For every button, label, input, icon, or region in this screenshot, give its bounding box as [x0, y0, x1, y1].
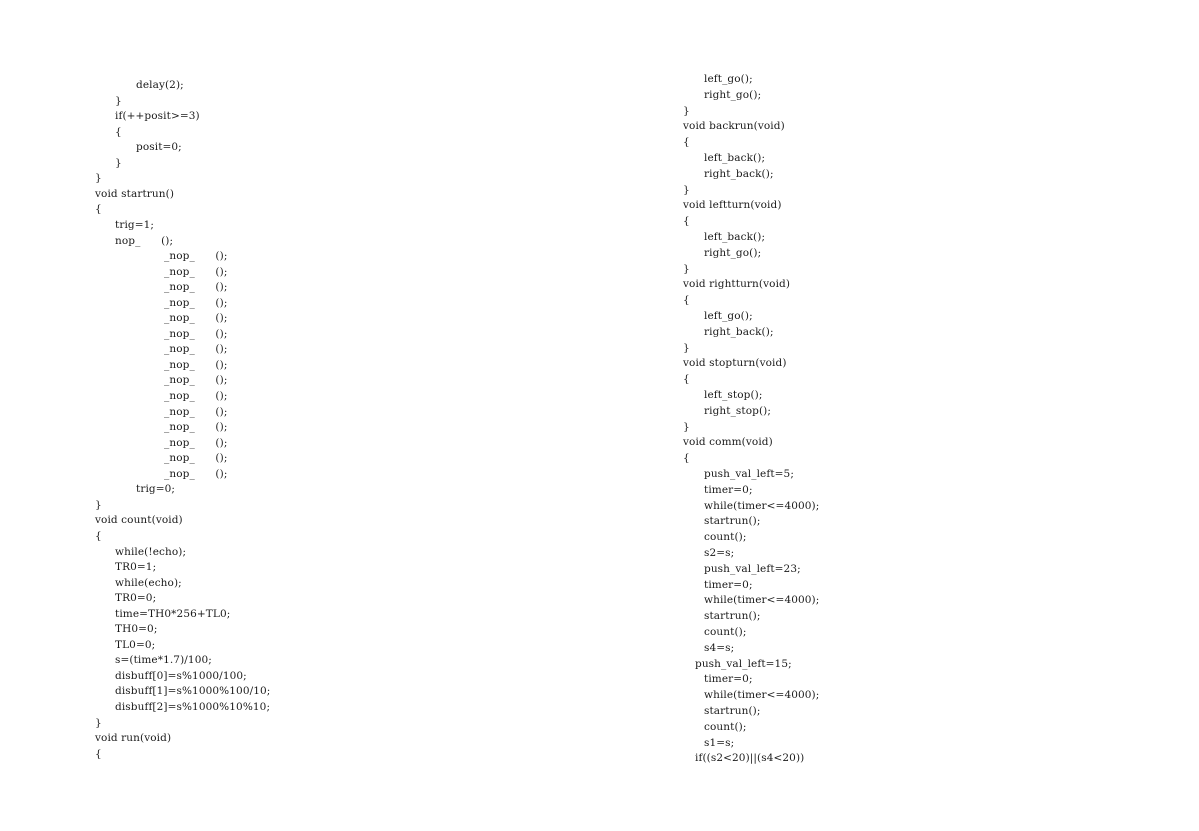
code-line: _nop_ ();: [164, 405, 228, 418]
code-line: timer=0;: [704, 673, 753, 686]
code-line: while(timer<=4000);: [704, 689, 820, 702]
code-line: void leftturn(void): [683, 199, 782, 212]
code-line: push_val_left=5;: [704, 468, 794, 480]
code-line: _nop_ ();: [164, 250, 228, 263]
code-line: _nop_ ();: [164, 327, 228, 340]
code-line: {: [683, 294, 690, 307]
code-line: nop_ ();: [115, 234, 174, 247]
code-line: }: [683, 183, 690, 196]
code-line: {: [95, 203, 102, 216]
code-line: trig=1;: [115, 218, 155, 231]
code-line: posit=0;: [136, 141, 182, 154]
code-line: left_go();: [704, 73, 753, 85]
code-line: startrun();: [704, 515, 761, 528]
code-line: {: [115, 125, 122, 138]
code-line: TR0=1;: [115, 561, 157, 574]
code-line: count();: [704, 720, 747, 733]
code-line: timer=0;: [704, 578, 753, 591]
code-line: void stopturn(void): [683, 357, 787, 370]
code-line: startrun();: [704, 705, 761, 717]
code-line: if((s2<20)||(s4<20)): [695, 752, 805, 765]
code-line: _nop_ ();: [164, 436, 228, 449]
code-line: time=TH0*256+TL0;: [115, 607, 231, 620]
code-line: push_val_left=15;: [695, 657, 792, 670]
code-line: }: [95, 498, 102, 511]
code-line: disbuff[1]=s%1000%100/10;: [115, 685, 271, 698]
code-line: _nop_ ();: [164, 312, 228, 325]
code-line: s1=s;: [704, 736, 735, 749]
code-line: }: [683, 262, 690, 275]
code-line: TL0=0;: [115, 638, 156, 651]
code-line: disbuff[2]=s%1000%10%10;: [115, 701, 271, 713]
code-line: left_back();: [704, 231, 766, 243]
code-line: while(timer<=4000);: [704, 594, 820, 607]
code-line: while(!echo);: [115, 545, 187, 558]
code-line: left_go();: [704, 310, 753, 322]
code-line: _nop_ ();: [164, 467, 228, 480]
code-line: }: [683, 341, 690, 354]
code-line: {: [683, 136, 690, 149]
code-line: }: [683, 104, 690, 117]
code-line: push_val_left=23;: [704, 562, 801, 575]
code-line: s2=s;: [704, 547, 735, 559]
code-line: disbuff[0]=s%1000/100;: [115, 669, 247, 682]
code-line: left_back();: [704, 152, 766, 164]
code-line: }: [683, 420, 690, 433]
code-line: }: [95, 172, 102, 185]
code-line: _nop_ ();: [164, 343, 228, 356]
code-line: s4=s;: [704, 641, 735, 654]
code-line: _nop_ ();: [164, 421, 228, 434]
code-line: left_stop();: [704, 389, 763, 401]
code-line: void rightturn(void): [683, 278, 791, 291]
code-line: TH0=0;: [115, 623, 158, 636]
code-line: right_go();: [704, 88, 762, 101]
code-line: void startrun(): [95, 187, 175, 200]
code-line: _nop_ ();: [164, 390, 228, 402]
code-line: {: [683, 452, 690, 465]
code-line: _nop_ ();: [164, 265, 228, 278]
code-line: right_back();: [704, 167, 774, 180]
code-line: _nop_ ();: [164, 296, 228, 309]
code-line: while(timer<=4000);: [704, 499, 820, 512]
code-line: }: [115, 94, 122, 107]
code-line: void run(void): [95, 732, 172, 745]
code-line: right_back();: [704, 325, 774, 338]
code-line: }: [115, 156, 122, 169]
code-line: count();: [704, 531, 747, 544]
code-line: startrun();: [704, 610, 761, 623]
code-line: _nop_ ();: [164, 281, 228, 294]
code-line: s=(time*1.7)/100;: [115, 654, 212, 667]
code-line: trig=0;: [136, 483, 176, 496]
code-line: while(echo);: [115, 576, 182, 589]
code-line: if(++posit>=3): [115, 110, 200, 123]
code-line: TR0=0;: [115, 592, 157, 605]
code-line: void backrun(void): [683, 120, 785, 133]
code-line: {: [95, 747, 102, 760]
code-line: {: [95, 529, 102, 542]
code-line: void comm(void): [683, 436, 773, 449]
code-line: timer=0;: [704, 483, 753, 496]
code-line: right_go();: [704, 246, 762, 259]
code-line: count();: [704, 626, 747, 638]
code-line: right_stop();: [704, 404, 772, 417]
code-line: _nop_ ();: [164, 358, 228, 371]
code-line: void count(void): [95, 514, 183, 527]
code-line: delay(2);: [136, 79, 184, 91]
code-line: _nop_ ();: [164, 374, 228, 387]
code-line: {: [683, 215, 690, 228]
code-line: _nop_ ();: [164, 452, 228, 465]
code-line: }: [95, 716, 102, 729]
code-line: {: [683, 373, 690, 386]
